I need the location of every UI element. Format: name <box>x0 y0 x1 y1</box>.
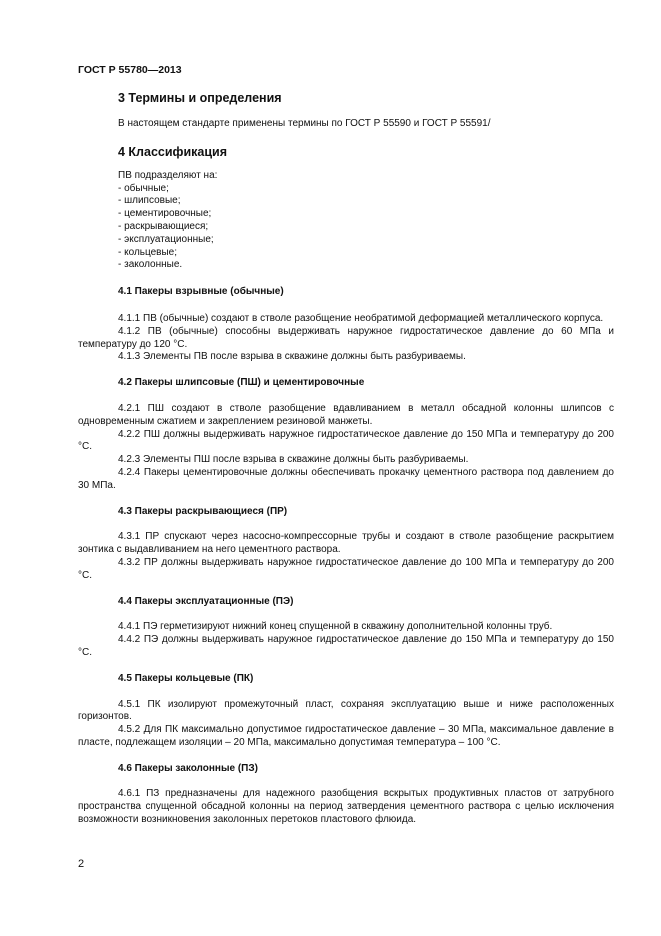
paragraph-4-3-1: 4.3.1 ПР спускают через насосно-компрессорные трубы и создают в стволе разобщение раскрытием зонтика с выдавливанием на него цементного раствора. <box>78 531 614 556</box>
paragraph-4-6-1: 4.6.1 ПЗ предназначены для надежного разобщения вскрытых продуктивных пластов от затрубного пространства спущенной обсадной колонны на период затвердения цементного раствора с целью исключения возможности возникновения заколонных перетоков пластового флюида. <box>78 788 614 826</box>
subsection-4-5-title: 4.5 Пакеры кольцевые (ПК) <box>118 672 254 684</box>
list-item: - цементировочные; <box>118 208 212 220</box>
paragraph-4-5-2: 4.5.2 Для ПК максимально допустимое гидростатическое давление – 30 МПа, максимальное давление в пласте, подлежащем изоляции – 20 МПа, максимально допустимая температура – 100 °С. <box>78 724 614 748</box>
paragraph-4-2-4: 4.2.4 Пакеры цементировочные должны обеспечивать прокачку цементного раствора под давлением до 30 МПа. <box>78 466 614 491</box>
subsection-4-6-title: 4.6 Пакеры заколонные (ПЗ) <box>118 762 258 774</box>
section-4-title: 4 Классификация <box>118 144 228 159</box>
paragraph-4-5-1: 4.5.1 ПК изолируют промежуточный пласт, сохраняя эксплуатацию выше и ниже расположенных горизонтов. <box>78 698 614 723</box>
classification-intro: ПВ подразделяют на: <box>118 169 218 181</box>
paragraph-4-1-2: 4.1.2 ПВ (обычные) способны выдерживать наружное гидростатическое давление до 60 МПа и температуру до 120 °С. <box>78 325 614 350</box>
subsection-4-2-title: 4.2 Пакеры шлипсовые (ПШ) и цементировочные <box>118 377 365 389</box>
paragraph-4-2-2: 4.2.2 ПШ должны выдерживать наружное гидростатическое давление до 150 МПа и температуру до 200 °С. <box>78 428 614 453</box>
page-number: 2 <box>78 858 85 870</box>
document-header: ГОСТ Р 55780—2013 <box>78 64 182 76</box>
list-item: - обычные; <box>118 182 169 194</box>
paragraph-4-1-3: 4.1.3 Элементы ПВ после взрыва в скважине должны быть разбуриваемы. <box>118 351 466 363</box>
list-item: - раскрывающиеся; <box>118 220 209 232</box>
list-item: - шлипсовые; <box>118 195 181 207</box>
list-item: - кольцевые; <box>118 246 177 258</box>
subsection-4-3-title: 4.3 Пакеры раскрывающиеся (ПР) <box>118 505 288 517</box>
section-3-text: В настоящем стандарте применены термины по ГОСТ Р 55590 и ГОСТ Р 55591/ <box>118 118 491 129</box>
paragraph-4-2-3: 4.2.3 Элементы ПШ после взрыва в скважине должны быть разбуриваемы. <box>118 454 469 466</box>
paragraph-4-2-1: 4.2.1 ПШ создают в стволе разобщение вдавливанием в металл обсадной колонны шлипсов с одновременным сжатием и закреплением резиновой манжеты. <box>78 402 614 427</box>
paragraph-4-4-2: 4.4.2 ПЭ должны выдерживать наружное гидростатическое давление до 150 МПа и температуру до 150 °С. <box>78 634 614 658</box>
paragraph-4-4-1: 4.4.1 ПЭ герметизируют нижний конец спущенной в скважину дополнительной колонны труб. <box>118 621 553 633</box>
paragraph-4-1-1: 4.1.1 ПВ (обычные) создают в стволе разобщение необратимой деформацией металлического корпуса. <box>118 312 604 324</box>
paragraph-4-3-2: 4.3.2 ПР должны выдерживать наружное гидростатическое давление до 100 МПа и температуру до 200 °С. <box>78 556 614 581</box>
list-item: - эксплуатационные; <box>118 233 214 245</box>
subsection-4-1-title: 4.1 Пакеры взрывные (обычные) <box>118 286 284 298</box>
page-content <box>78 90 614 827</box>
classification-list <box>78 183 614 273</box>
subsection-4-4-title: 4.4 Пакеры эксплуатационные (ПЭ) <box>118 595 294 607</box>
section-3-title: 3 Термины и определения <box>118 91 282 105</box>
list-item: - заколонные. <box>118 259 183 271</box>
